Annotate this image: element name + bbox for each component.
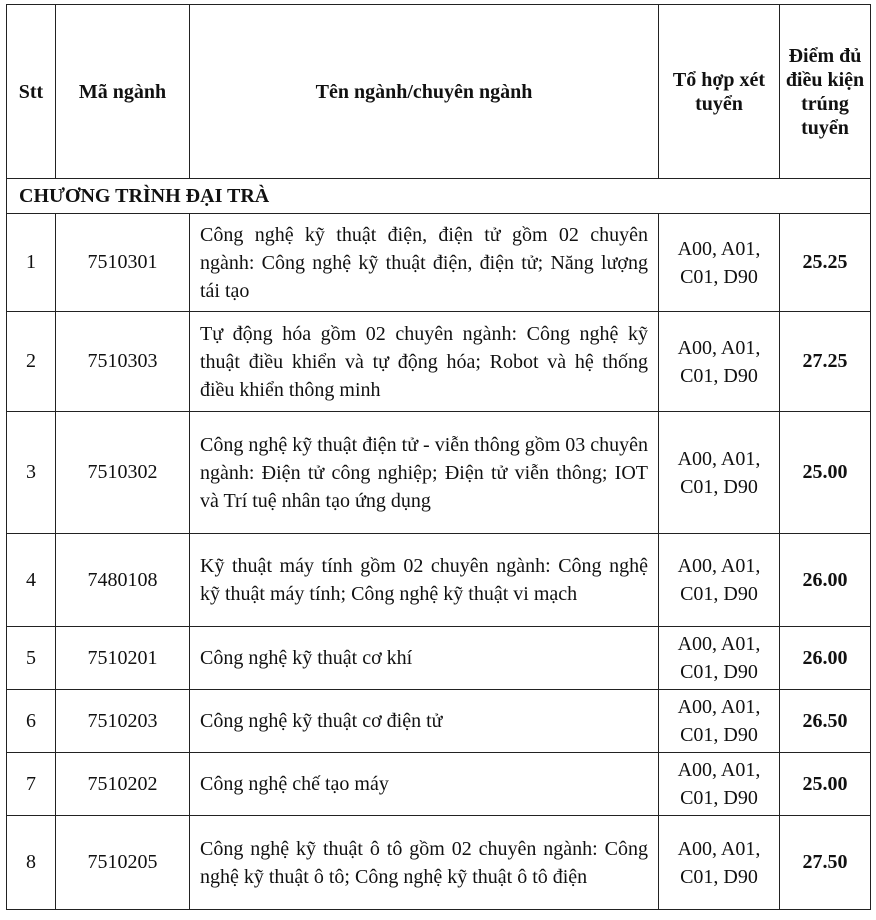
table-row	[7, 627, 871, 690]
table-row	[7, 312, 871, 412]
cell-to-hop: A00, A01, C01, D90	[659, 816, 780, 910]
cell-diem: 26.00	[780, 534, 871, 627]
cell-stt: 3	[7, 412, 56, 534]
table-row	[7, 816, 871, 910]
admission-table	[6, 4, 871, 910]
cell-ma-nganh: 7510205	[56, 816, 190, 910]
header-ma-nganh: Mã ngành	[56, 5, 190, 179]
cell-ten-nganh: Tự động hóa gồm 02 chuyên ngành: Công nghệ kỹ thuật điều khiển và tự động hóa; Robot và hệ thống điều khiển thông minh	[190, 312, 659, 412]
cell-stt: 6	[7, 690, 56, 753]
table-row	[7, 214, 871, 312]
cell-to-hop: A00, A01, C01, D90	[659, 690, 780, 753]
cell-ma-nganh: 7510202	[56, 753, 190, 816]
cell-diem: 26.00	[780, 627, 871, 690]
cell-ten-nganh: Công nghệ kỹ thuật cơ điện tử	[190, 690, 659, 753]
cell-to-hop: A00, A01, C01, D90	[659, 534, 780, 627]
cell-diem: 27.25	[780, 312, 871, 412]
header-diem: Điểm đủ điều kiện trúng tuyển	[780, 5, 871, 179]
cell-diem: 26.50	[780, 690, 871, 753]
cell-ten-nganh: Công nghệ kỹ thuật cơ khí	[190, 627, 659, 690]
cell-diem: 25.25	[780, 214, 871, 312]
header-ten-nganh: Tên ngành/chuyên ngành	[190, 5, 659, 179]
cell-ma-nganh: 7510203	[56, 690, 190, 753]
cell-stt: 4	[7, 534, 56, 627]
section-title: CHƯƠNG TRÌNH ĐẠI TRÀ	[7, 179, 871, 214]
cell-diem: 27.50	[780, 816, 871, 910]
cell-ten-nganh: Kỹ thuật máy tính gồm 02 chuyên ngành: Công nghệ kỹ thuật máy tính; Công nghệ kỹ thuật vi mạch	[190, 534, 659, 627]
cell-ma-nganh: 7480108	[56, 534, 190, 627]
cell-ma-nganh: 7510302	[56, 412, 190, 534]
cell-ten-nganh: Công nghệ chế tạo máy	[190, 753, 659, 816]
cell-ten-nganh: Công nghệ kỹ thuật điện tử - viễn thông gồm 03 chuyên ngành: Điện tử công nghiệp; Điện tử viễn thông; IOT và Trí tuệ nhân tạo ứng dụng	[190, 412, 659, 534]
table-row	[7, 690, 871, 753]
cell-ten-nganh: Công nghệ kỹ thuật ô tô gồm 02 chuyên ngành: Công nghệ kỹ thuật ô tô; Công nghệ kỹ thuật ô tô điện	[190, 816, 659, 910]
header-to-hop: Tổ hợp xét tuyển	[659, 5, 780, 179]
cell-to-hop: A00, A01, C01, D90	[659, 312, 780, 412]
cell-diem: 25.00	[780, 753, 871, 816]
cell-ma-nganh: 7510301	[56, 214, 190, 312]
cell-stt: 5	[7, 627, 56, 690]
header-stt: Stt	[7, 5, 56, 179]
cell-to-hop: A00, A01, C01, D90	[659, 753, 780, 816]
cell-ten-nganh: Công nghệ kỹ thuật điện, điện tử gồm 02 chuyên ngành: Công nghệ kỹ thuật điện, điện tử; Năng lượng tái tạo	[190, 214, 659, 312]
table-row	[7, 412, 871, 534]
section-row	[7, 179, 871, 214]
cell-diem: 25.00	[780, 412, 871, 534]
cell-to-hop: A00, A01, C01, D90	[659, 412, 780, 534]
cell-stt: 8	[7, 816, 56, 910]
cell-stt: 7	[7, 753, 56, 816]
cell-stt: 1	[7, 214, 56, 312]
table-row	[7, 753, 871, 816]
table-row	[7, 534, 871, 627]
cell-ma-nganh: 7510303	[56, 312, 190, 412]
cell-to-hop: A00, A01, C01, D90	[659, 214, 780, 312]
cell-to-hop: A00, A01, C01, D90	[659, 627, 780, 690]
cell-ma-nganh: 7510201	[56, 627, 190, 690]
cell-stt: 2	[7, 312, 56, 412]
header-row	[7, 5, 871, 179]
